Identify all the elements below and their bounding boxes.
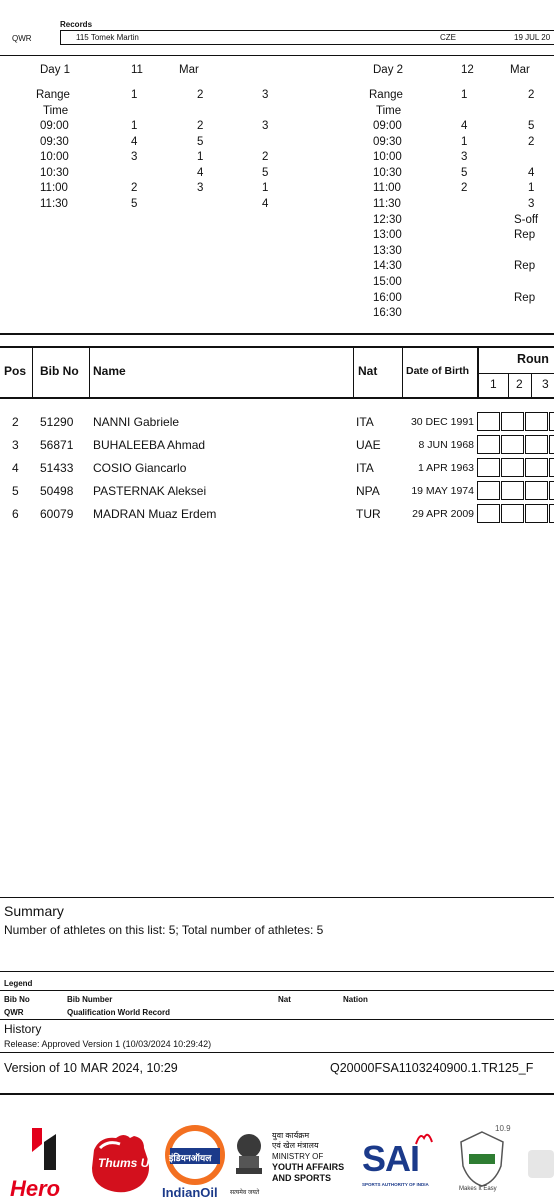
score-box — [549, 458, 554, 477]
score-box — [477, 481, 500, 500]
pos-cell: 6 — [12, 507, 19, 521]
ministry-line: AND SPORTS — [272, 1173, 332, 1183]
indianoil-logo — [160, 1122, 230, 1200]
thumsup-logo — [86, 1130, 156, 1196]
records-label: QWR — [12, 34, 32, 43]
schedule-entry: 4 — [528, 166, 535, 179]
history-release: Release: Approved Version 1 (10/03/2024 10:29:42) — [4, 1039, 212, 1049]
schedule-entry: 2 — [131, 182, 138, 195]
range-number: 3 — [262, 89, 269, 101]
time-label: Time — [43, 105, 69, 117]
score-box — [501, 412, 524, 431]
rounds-divider — [477, 373, 554, 374]
header-nat: Nat — [358, 364, 378, 378]
col-divider — [477, 346, 479, 398]
records-date: 19 JUL 20 — [514, 33, 551, 42]
score-box — [525, 458, 548, 477]
dob-cell: 19 MAY 1974 — [411, 485, 474, 497]
pos-cell: 4 — [12, 461, 19, 475]
schedule-entry: 3 — [197, 182, 204, 195]
records-nat: CZE — [440, 33, 456, 42]
time-slot: 14:30 — [373, 260, 402, 273]
schedule-entry: 4 — [262, 198, 269, 210]
hero-mark-icon — [28, 1124, 72, 1174]
nat-cell: TUR — [356, 507, 381, 521]
dob-cell: 1 APR 1963 — [417, 462, 474, 474]
history-title: History — [4, 1022, 42, 1036]
bib-cell: 51433 — [40, 461, 74, 475]
emblem-motto: सत्यमेव जयते — [230, 1190, 260, 1196]
schedule-entry: 4 — [461, 120, 468, 132]
table-row — [0, 504, 554, 526]
partial-logo — [528, 1150, 554, 1178]
schedule-entry: 5 — [461, 166, 468, 179]
time-slot: 11:00 — [40, 182, 68, 195]
score-box — [525, 412, 548, 431]
range-label: Range — [36, 89, 70, 101]
name-cell: BUHALEEBA Ahmad — [93, 438, 206, 452]
schedule-entry: 3 — [528, 198, 535, 210]
divider — [0, 990, 554, 991]
score-box — [477, 504, 500, 523]
time-slot: 15:00 — [373, 276, 402, 288]
score-box — [549, 504, 554, 523]
summary-text: Number of athletes on this list: 5; Total number of athletes: 5 — [4, 923, 324, 937]
table-top-border — [0, 346, 554, 348]
bib-cell: 51290 — [40, 415, 74, 429]
schedule-entry: 2 — [197, 120, 204, 132]
makes-easy-logo — [455, 1124, 521, 1200]
pos-cell: 3 — [12, 438, 19, 452]
shield-badge-icon — [457, 1130, 507, 1188]
time-slot: 10:30 — [40, 166, 69, 179]
bib-cell: 56871 — [40, 438, 74, 452]
schedule-entry: 1 — [461, 135, 468, 148]
divider — [0, 1019, 554, 1020]
dob-cell: 30 DEC 1991 — [410, 416, 474, 428]
schedule-entry: 2 — [461, 182, 468, 195]
schedule-entry: 1 — [528, 182, 535, 195]
name-cell: NANNI Gabriele — [93, 415, 180, 429]
header-name: Name — [93, 364, 126, 378]
score-box — [501, 435, 524, 454]
time-slot: 10:30 — [373, 166, 402, 179]
schedule-entry: 5 — [528, 120, 535, 132]
time-slot: 16:30 — [373, 307, 402, 320]
schedule-entry: 3 — [461, 151, 468, 164]
indianoil-hindi: इंडियनऑयल — [169, 1153, 212, 1163]
pos-cell: 2 — [12, 415, 19, 429]
pos-cell: 5 — [12, 484, 19, 498]
time-label: Time — [376, 105, 402, 117]
bib-cell: 50498 — [40, 484, 74, 498]
round-number: 1 — [490, 377, 497, 391]
version-code: Q20000FSA1103240900.1.TR125_F — [330, 1061, 534, 1075]
score-box — [477, 412, 500, 431]
schedule-entry: 5 — [197, 135, 204, 148]
time-slot: 16:00 — [373, 291, 402, 304]
legend-desc: Qualification World Record — [67, 1008, 170, 1017]
nat-cell: UAE — [356, 438, 381, 452]
schedule-entry: 5 — [131, 198, 138, 210]
score-box — [525, 435, 548, 454]
score-box — [501, 481, 524, 500]
day-number: 12 — [461, 64, 474, 76]
day-month: Mar — [179, 64, 199, 76]
score-box — [525, 481, 548, 500]
header-bib: Bib No — [40, 364, 79, 378]
time-slot: 09:30 — [40, 135, 69, 148]
schedule-entry: 1 — [131, 120, 138, 132]
score-box — [549, 412, 554, 431]
time-slot: 10:00 — [40, 151, 69, 164]
summary-title: Summary — [4, 903, 64, 919]
legend-code: Nat — [278, 995, 291, 1004]
range-number: 1 — [131, 89, 138, 101]
round-col-divider — [508, 373, 509, 397]
col-divider — [402, 346, 403, 398]
day-month: Mar — [510, 64, 530, 76]
records-holder: 115 Tomek Martin — [76, 33, 139, 42]
sai-wordmark: SAI — [362, 1138, 420, 1179]
national-emblem-icon — [232, 1132, 266, 1188]
ministry-line: MINISTRY OF — [272, 1152, 324, 1161]
score-box — [477, 435, 500, 454]
schedule-entry: 1 — [197, 151, 204, 164]
header-rounds: Roun — [517, 352, 549, 366]
schedule-entry: Rep — [514, 291, 536, 304]
name-cell: PASTERNAK Aleksei — [93, 484, 207, 498]
day-label: Day 2 — [373, 64, 404, 76]
ministry-logo — [232, 1130, 362, 1200]
range-number: 1 — [461, 89, 468, 101]
score-box — [501, 504, 524, 523]
table-row — [0, 412, 554, 434]
score-box — [549, 481, 554, 500]
table-row — [0, 435, 554, 457]
divider — [0, 1052, 554, 1053]
legend-desc: Nation — [343, 995, 368, 1004]
sponsor-bar — [0, 1100, 554, 1200]
legend-code: Bib No — [4, 995, 30, 1004]
legend-code: QWR — [4, 1008, 24, 1017]
schedule-entry: 2 — [262, 151, 269, 164]
ministry-line: YOUTH AFFAIRS — [272, 1162, 345, 1172]
name-cell: MADRAN Muaz Erdem — [93, 507, 217, 521]
schedule-entry: 3 — [262, 120, 269, 132]
divider — [0, 897, 554, 898]
hero-wordmark: Hero — [10, 1176, 61, 1201]
range-label: Range — [369, 89, 403, 101]
sai-subtitle: SPORTS AUTHORITY OF INDIA — [362, 1182, 429, 1187]
time-slot: 09:00 — [373, 120, 402, 132]
divider — [0, 1093, 554, 1095]
time-slot: 13:30 — [373, 244, 402, 257]
version-text: Version of 10 MAR 2024, 10:29 — [4, 1061, 178, 1075]
score-box — [477, 458, 500, 477]
time-slot: 12:30 — [373, 213, 402, 226]
divider — [0, 333, 554, 335]
time-slot: 11:30 — [373, 198, 401, 210]
range-number: 2 — [197, 89, 204, 101]
legend-desc: Bib Number — [67, 995, 113, 1004]
time-slot: 09:30 — [373, 135, 402, 148]
range-number: 2 — [528, 89, 535, 101]
schedule-entry: 4 — [197, 166, 204, 179]
schedule-entry: Rep — [514, 260, 536, 273]
score-box — [549, 435, 554, 454]
ministry-hindi-line: युवा कार्यक्रम — [272, 1131, 310, 1140]
schedule-entry: 4 — [131, 135, 138, 148]
score-box — [501, 458, 524, 477]
makes-easy-tagline: Makes It Easy — [459, 1186, 497, 1192]
day-label: Day 1 — [40, 64, 71, 76]
legend-title: Legend — [4, 979, 33, 988]
time-slot: 13:00 — [373, 229, 402, 242]
badge-number: 10.9 — [495, 1124, 511, 1133]
ministry-hindi-line: एवं खेल मंत्रालय — [272, 1141, 319, 1150]
indianoil-wordmark: IndianOil — [162, 1185, 218, 1200]
dob-cell: 29 APR 2009 — [412, 508, 474, 520]
header-pos: Pos — [4, 364, 27, 378]
time-slot: 10:00 — [373, 151, 402, 164]
dob-cell: 8 JUN 1968 — [418, 439, 474, 451]
divider — [0, 971, 554, 972]
name-cell: COSIO Giancarlo — [93, 461, 187, 475]
thumsup-wordmark: Thums Up — [98, 1156, 157, 1170]
table-row — [0, 458, 554, 480]
nat-cell: NPA — [356, 484, 380, 498]
schedule-entry: 2 — [528, 135, 535, 148]
round-number: 2 — [516, 377, 523, 391]
nat-cell: ITA — [356, 461, 374, 475]
table-header-bottom-border — [0, 397, 554, 399]
schedule-entry: 1 — [262, 182, 269, 195]
records-title: Records — [60, 20, 93, 29]
col-divider — [89, 346, 90, 398]
schedule-entry: S-off — [514, 213, 539, 226]
table-row — [0, 481, 554, 503]
day-number: 11 — [131, 64, 143, 76]
time-slot: 11:30 — [40, 198, 68, 210]
sai-logo — [362, 1130, 442, 1190]
hero-logo — [8, 1124, 78, 1200]
time-slot: 09:00 — [40, 120, 69, 132]
round-col-divider — [531, 373, 532, 397]
schedule-entry: 3 — [131, 151, 138, 164]
col-divider — [353, 346, 354, 398]
score-box — [525, 504, 548, 523]
divider — [0, 55, 554, 56]
header-dob: Date of Birth — [406, 365, 469, 377]
schedule-entry: Rep — [514, 229, 536, 242]
time-slot: 11:00 — [373, 182, 401, 195]
bib-cell: 60079 — [40, 507, 74, 521]
nat-cell: ITA — [356, 415, 374, 429]
round-number: 3 — [542, 377, 549, 391]
col-divider — [32, 346, 33, 398]
schedule-entry: 5 — [262, 166, 269, 179]
